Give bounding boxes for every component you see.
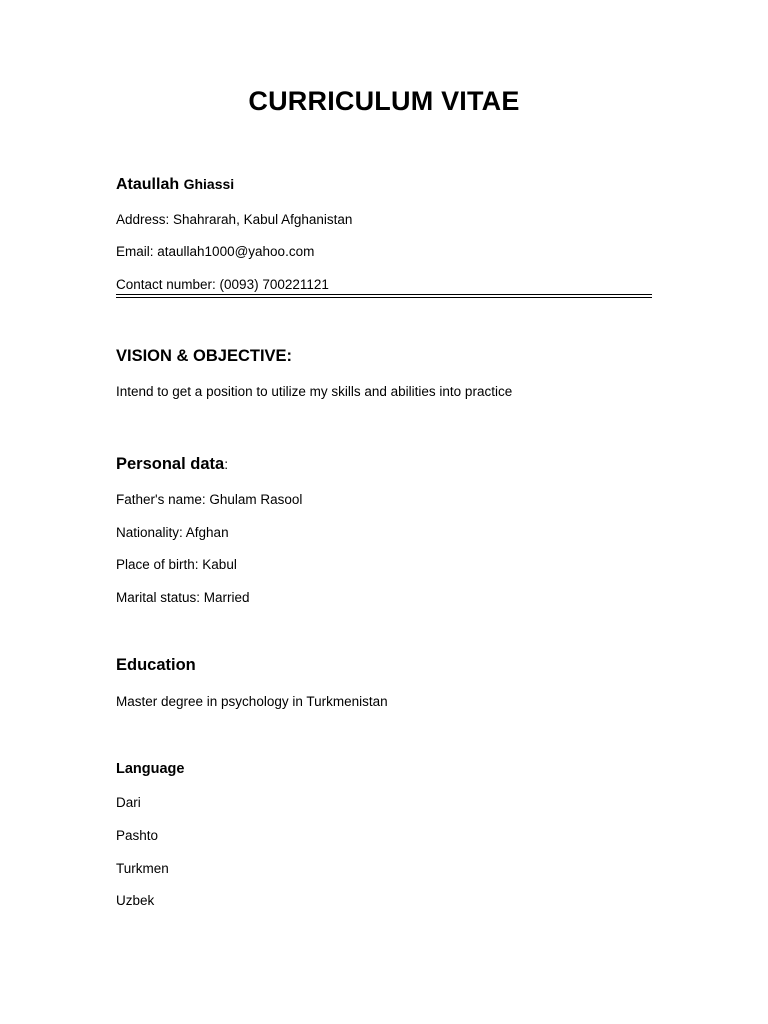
divider-bottom [116,297,652,298]
vision-text: Intend to get a position to utilize my skills and abilities into practice [116,384,513,399]
personal-data-heading-text: Personal data [116,455,225,473]
email-line: Email: ataullah1000@yahoo.com [116,244,315,259]
address-line: Address: Shahrarah, Kabul Afghanistan [116,212,353,227]
divider-top [116,294,652,295]
language-heading: Language [116,761,185,777]
education-text: Master degree in psychology in Turkmenistan [116,694,388,709]
language-item: Pashto [116,828,159,843]
nationality: Nationality: Afghan [116,525,229,540]
fathers-name: Father's name: Ghulam Rasool [116,492,303,507]
personal-data-heading [116,456,228,472]
last-name: Ghiassi [183,176,235,192]
marital-status: Marital status: Married [116,590,250,605]
phone-line: Contact number: (0093) 700221121 [116,277,329,292]
language-item: Dari [116,795,141,810]
personal-data-colon: : [224,456,229,472]
document-title: CURRICULUM VITAE [248,86,520,116]
language-item: Uzbek [116,893,155,908]
education-heading: Education [116,656,196,674]
first-name: Ataullah [116,176,180,193]
place-of-birth: Place of birth: Kabul [116,557,237,572]
vision-heading: VISION & OBJECTIVE: [116,347,293,365]
language-item: Turkmen [116,861,169,876]
candidate-name [116,176,234,193]
